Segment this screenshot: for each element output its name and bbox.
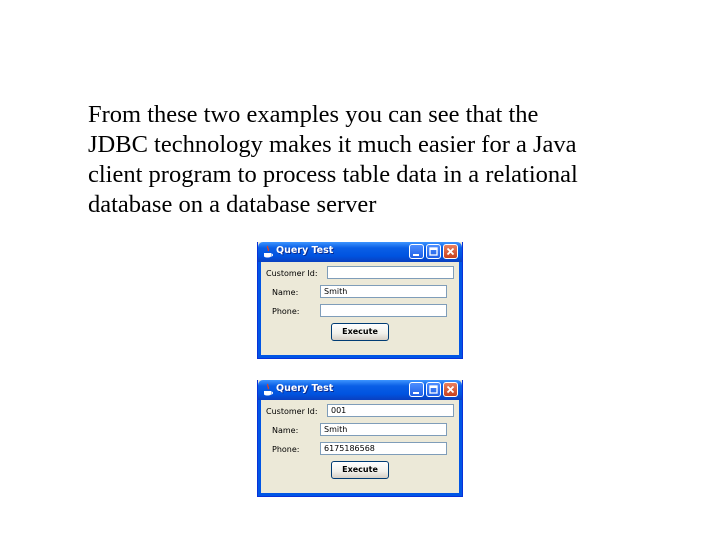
customer-id-field[interactable]: 001 (327, 404, 454, 417)
slide-text-line: client program to process table data in a relational (88, 161, 578, 188)
maximize-button[interactable] (426, 382, 441, 397)
name-field[interactable]: Smith (320, 423, 447, 436)
execute-button[interactable]: Execute (331, 323, 389, 341)
minimize-button[interactable] (409, 244, 424, 259)
close-button[interactable] (443, 244, 458, 259)
query-test-window-empty (257, 242, 463, 359)
minimize-icon (410, 383, 423, 396)
slide-text-line: From these two examples you can see that the (88, 101, 539, 128)
name-label: Name: (272, 288, 299, 297)
phone-field[interactable]: 6175186568 (320, 442, 447, 455)
query-test-window-filled (257, 380, 463, 497)
phone-label: Phone: (272, 445, 300, 454)
title-bar[interactable] (258, 380, 462, 400)
slide-text-line: database on a database server (88, 191, 377, 218)
slide-text-line: JDBC technology makes it much easier for a Java (88, 131, 577, 158)
customer-id-label: Customer Id: (266, 407, 318, 416)
java-cup-icon (262, 383, 274, 396)
title-bar[interactable] (258, 242, 462, 262)
phone-label: Phone: (272, 307, 300, 316)
execute-button[interactable]: Execute (331, 461, 389, 479)
slide-body-text (88, 100, 668, 220)
java-cup-icon (262, 245, 274, 258)
window-title: Query Test (276, 245, 334, 256)
name-label: Name: (272, 426, 299, 435)
close-icon (444, 245, 457, 258)
minimize-icon (410, 245, 423, 258)
close-icon (444, 383, 457, 396)
maximize-icon (427, 383, 440, 396)
customer-id-label: Customer Id: (266, 269, 318, 278)
minimize-button[interactable] (409, 382, 424, 397)
customer-id-field[interactable] (327, 266, 454, 279)
close-button[interactable] (443, 382, 458, 397)
name-field[interactable]: Smith (320, 285, 447, 298)
maximize-icon (427, 245, 440, 258)
maximize-button[interactable] (426, 244, 441, 259)
window-title: Query Test (276, 383, 334, 394)
phone-field[interactable] (320, 304, 447, 317)
